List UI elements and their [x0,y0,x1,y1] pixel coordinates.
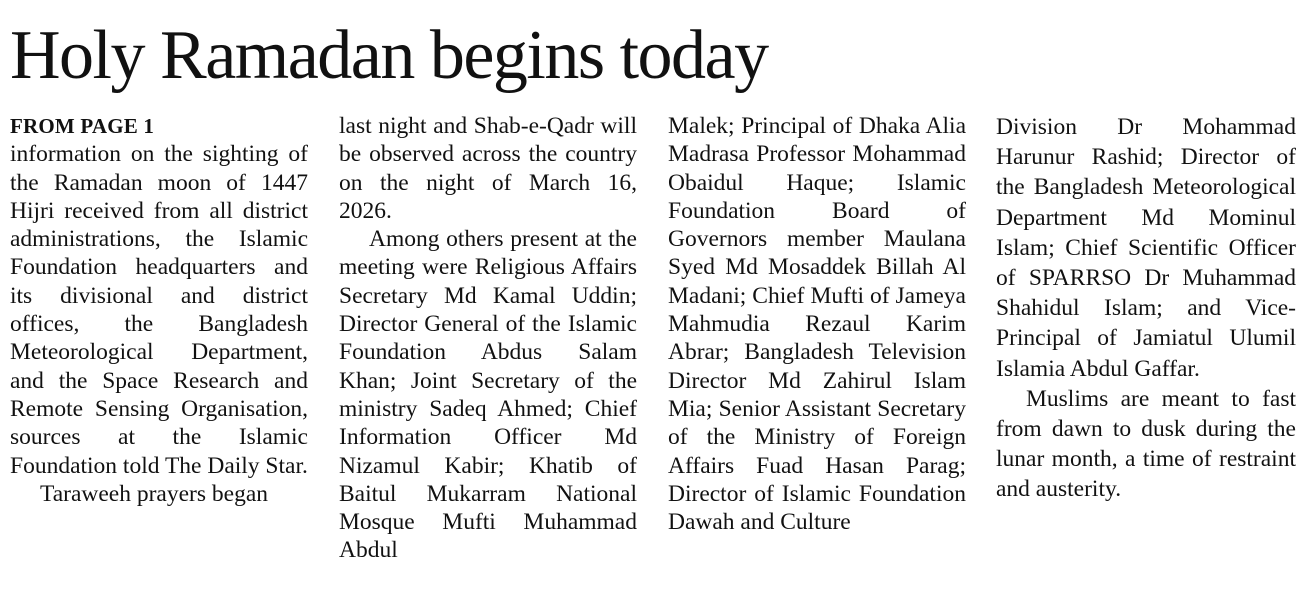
headline: Holy Ramadan begins today [10,17,768,94]
paragraph: Division Dr Mohammad Harunur Rashid; Director of the Bangladesh Meteorological Department Md Mominul Islam; Chief Scientific Officer of SPARRSO Dr Muhammad Shahidul Islam; and Vice-Principal of Jamiatul Ulumil Islamia Abdul Gaffar. [996,114,1296,382]
paragraph: Malek; Principal of Dhaka Alia Madrasa Professor Mohammad Obaidul Haque; Islamic Foundation Board of Governors member Maulana Syed Md Mosaddek Billah Al Madani; Chief Mufti of Jameya Mahmudia Rezaul Karim Abrar; Bangladesh Television Director Md Zahirul Islam Mia; Senior Assistant Secretary of the Ministry of Foreign Affairs Fuad Hasan Parag; Director of Islamic Foundation Dawah and Culture [668,113,966,536]
kicker: FROM PAGE 1 [10,114,155,138]
paragraph: last night and Shab-e-Qadr will be observed across the country on the night of March 16, 2026. [339,113,637,224]
article-column-4 [996,112,1296,505]
paragraph: information on the sighting of the Ramadan moon of 1447 Hijri received from all district administrations, the Islamic Foundation headquarters and its divisional and district offices, the Bangladesh Meteorological Department, and the Space Research and Remote Sensing Organisation, sources at the Islamic Foundation told The Daily Star. [10,141,308,479]
article-column-3 [668,112,966,536]
paragraph: Muslims are meant to fast from dawn to dusk during the lunar month, a time of restraint and austerity. [996,385,1296,503]
paragraph: Among others present at the meeting were Religious Affairs Secretary Md Kamal Uddin; Director General of the Islamic Foundation Abdus Salam Khan; Joint Secretary of the ministry Sadeq Ahmed; Chief Information Officer Md Nizamul Kabir; Khatib of Baitul Mukarram National Mosque Mufti Muhammad Abdul [339,226,637,564]
article-column-2 [339,112,637,565]
paragraph: Taraweeh prayers began [40,480,269,507]
article-column-1 [10,112,308,508]
